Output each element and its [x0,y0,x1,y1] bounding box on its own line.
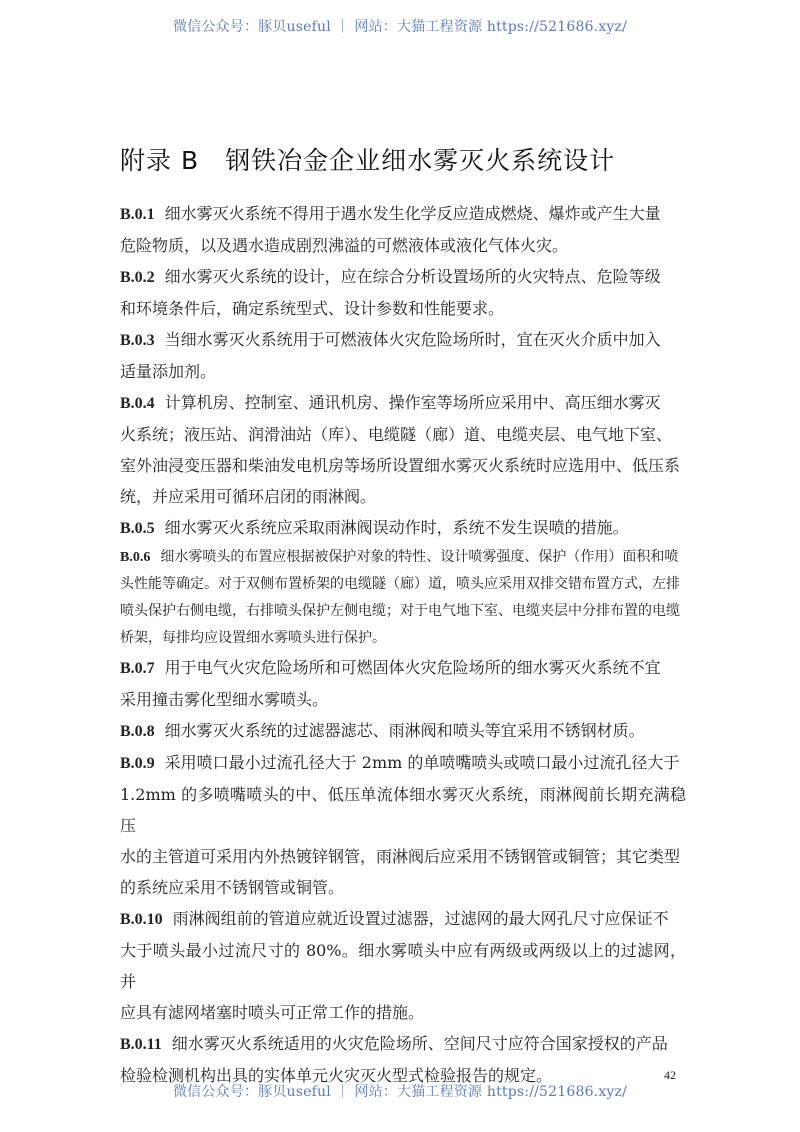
watermark-footer: 微信公众号：豚贝useful ｜ 网站：大猫工程资源 https://521686.xyz/ [172,1084,628,1100]
clause-number: B.0.3 [120,332,155,349]
clause-line: 细水雾灭火系统应采取雨淋阀误动作时，系统不发生误喷的措施。 [164,518,629,537]
clause-line: 桥架，每排均应设置细水雾喷头进行保护。 [120,630,386,646]
page-number: 42 [664,1068,676,1082]
clause-line: 采用喷口最小过流孔径大于 2mm 的单喷嘴喷头或喷口最小过流孔径大于 [164,753,680,772]
clause-line: 采用撞击雾化型细水雾喷头。 [120,690,329,709]
clause-line: 细水雾喷头的布置应根据被保护对象的特性、设计喷雾强度、保护（作用）面积和喷 [160,549,679,565]
clause-number: B.0.5 [120,520,155,537]
clause-line: 细水雾灭火系统的过滤器滤芯、雨淋阀和喷头等宜采用不锈钢材质。 [164,721,645,740]
clause-number: B.0.9 [120,755,155,772]
clause-line: 检验检测机构出具的实体单元火灾灭火型式检验报告的规定。 [120,1066,553,1085]
clause-number: B.0.4 [120,395,155,412]
clause [120,512,686,544]
clause-line: 危险物质，以及遇水造成剧烈沸溢的可燃液体或液化气体火灾。 [120,236,569,255]
clause [120,747,686,903]
clause-number: B.0.6 [120,550,151,565]
clause-list [120,198,686,1091]
clause-number: B.0.11 [120,1036,162,1053]
clause-line: 的系统应采用不锈钢管或铜管。 [120,878,345,897]
clause-number: B.0.8 [120,723,155,740]
clause-line: 1.2mm 的多喷嘴喷头的中、低压单流体细水雾灭火系统，雨淋阀前长期充满稳压 [120,785,686,835]
clause-line: 用于电气火灾危险场所和可燃固体火灾危险场所的细水雾灭火系统不宜 [164,658,661,677]
clause-line: 雨淋阀组前的管道应就近设置过滤器，过滤网的最大网孔尺寸应保证不 [172,909,669,928]
clause-line: 细水雾灭火系统的设计，应在综合分析设置场所的火灾特点、危险等级 [164,267,661,286]
clause-line: 统，并应采用可循环启闭的雨淋阀。 [120,487,377,506]
clause [120,1028,686,1091]
clause [120,198,686,261]
clause [120,903,686,1028]
clause [120,715,686,747]
clause-line: 室外油浸变压器和柴油发电机房等场所设置细水雾灭火系统时应选用中、低压系 [120,456,681,475]
clause-line: 适量添加剂。 [120,362,217,381]
clause-number: B.0.7 [120,660,155,677]
clause [120,544,686,652]
clause-number: B.0.1 [120,206,155,223]
clause [120,387,686,512]
clause-line: 和环境条件后，确定系统型式、设计参数和性能要求。 [120,299,505,318]
clause-line: 头性能等确定。对于双侧布置桥架的电缆隧（廊）道，喷头应采用双排交错布置方式，左排 [120,576,680,592]
clause [120,652,686,715]
clause-line: 应具有滤网堵塞时喷头可正常工作的措施。 [120,1003,425,1022]
clause [120,324,686,387]
clause-line: 细水雾灭火系统不得用于遇水发生化学反应造成燃烧、爆炸或产生大量 [164,204,661,223]
clause-line: 细水雾灭火系统适用的火灾危险场所、空间尺寸应符合国家授权的产品 [171,1034,668,1053]
clause-number: B.0.10 [120,911,163,928]
page-title: 附录 B 钢铁冶金企业细水雾灭火系统设计 [120,146,616,175]
clause-number: B.0.2 [120,269,155,286]
clause-line: 计算机房、控制室、通讯机房、操作室等场所应采用中、高压细水雾灭 [164,393,661,412]
clause [120,261,686,324]
clause-line: 当细水雾灭火系统用于可燃液体火灾危险场所时，宜在灭火介质中加入 [164,330,661,349]
clause-line: 大于喷头最小过流尺寸的 80%。细水雾喷头中应有两级或两级以上的过滤网，并 [120,941,686,991]
watermark-header: 微信公众号：豚贝useful ｜ 网站：大猫工程资源 https://521686.xyz/ [172,19,628,35]
clause-line: 火系统；液压站、润滑油站（库）、电缆隧（廊）道、电缆夹层、电气地下室、 [120,425,673,444]
clause-line: 水的主管道可采用内外热镀锌钢管，雨淋阀后应采用不锈钢管或铜管；其它类型 [120,847,681,866]
clause-line: 喷头保护右侧电缆，右排喷头保护左侧电缆；对于电气地下室、电缆夹层中分排布置的电缆 [120,603,680,619]
